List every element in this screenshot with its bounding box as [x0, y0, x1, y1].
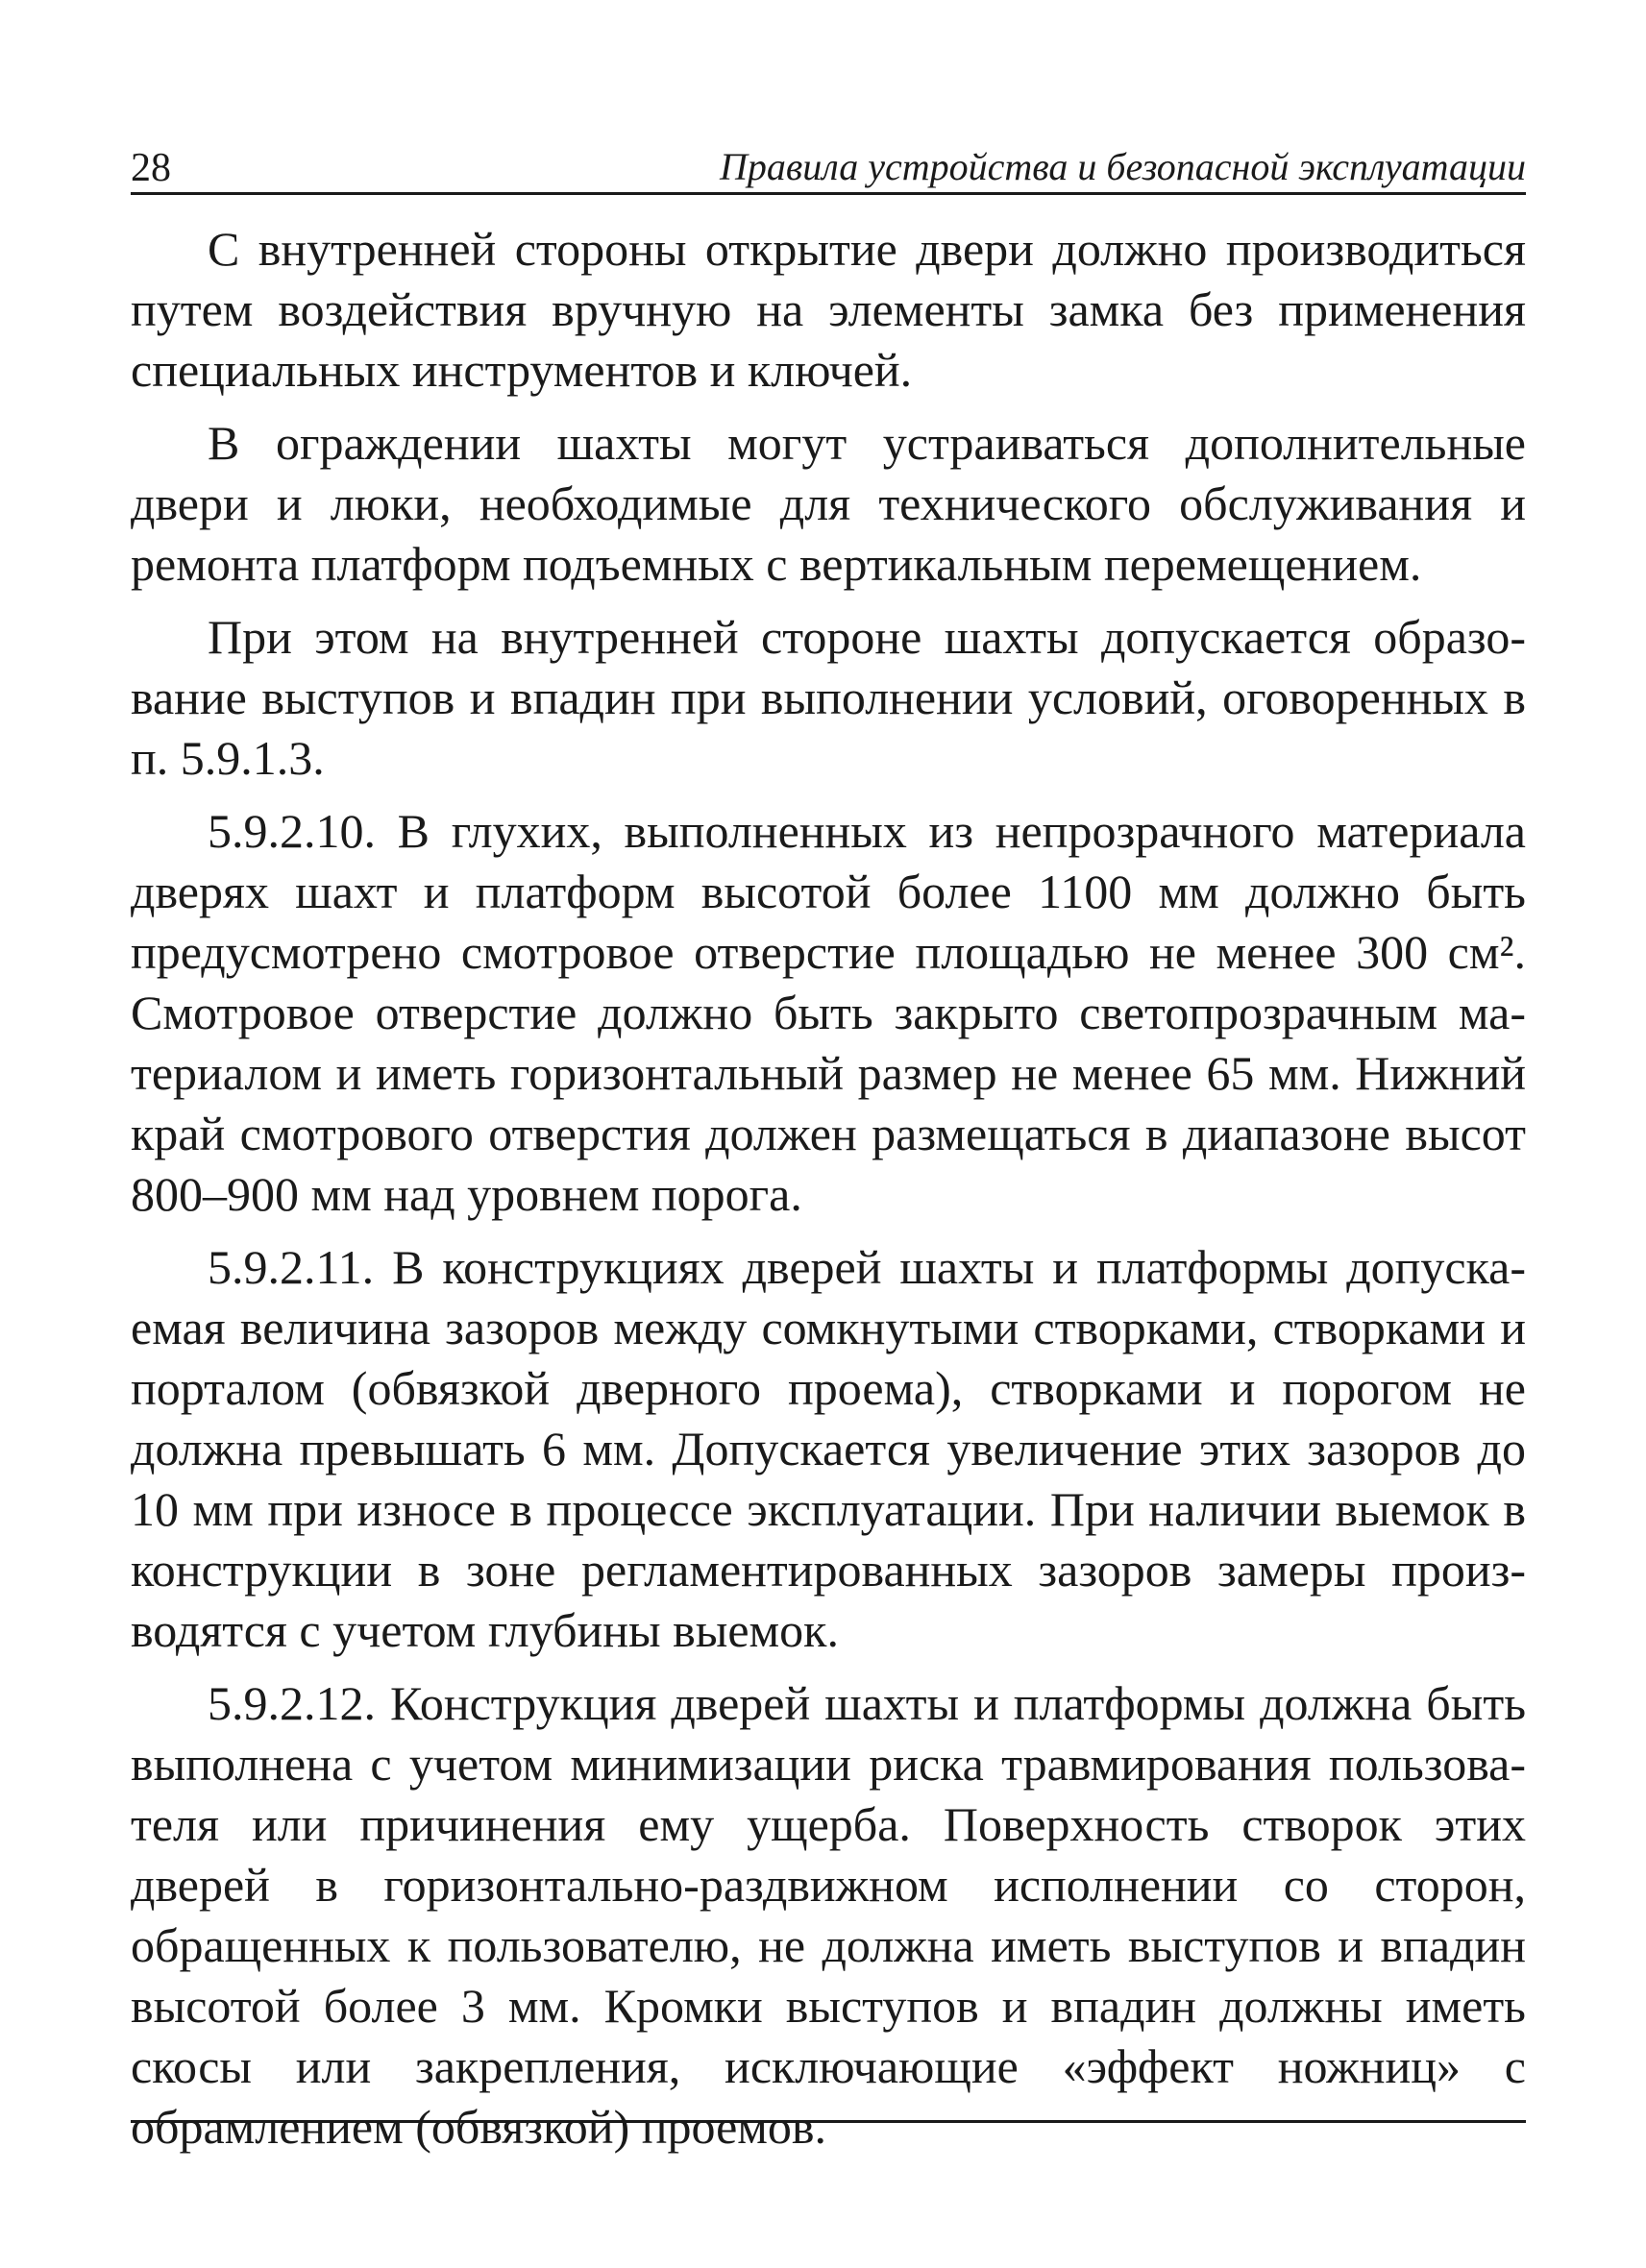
page-header — [131, 144, 1526, 195]
paragraph-door-opening-inside: С внутренней стороны открытие двери должно производиться путем воздействия вручную на элементы замка без применения специальных инструментов и ключей. — [131, 222, 1526, 397]
paragraph-5-9-2-10: 5.9.2.10. В глухих, выполненных из непрозрачного материала дверях шахт и платформ высотой более 1100 мм должно быть предусмотрено смотровое отверстие площадью не менее 300 см². Смотровое отверстие должно быть закрыто светопрозрачным материалом и иметь горизонтальный размер не менее 65 мм. Нижний край смотрового отверстия должен размещаться в диапазоне высот 800–900 мм над уровнем порога. — [131, 804, 1526, 1221]
body-text — [131, 219, 1526, 2170]
paragraph-projections: При этом на внутренней стороне шахты допускается образование выступов и впадин при выполнении условий, оговоренных в п. 5.9.1.3. — [131, 610, 1526, 785]
paragraph-additional-doors: В ограждении шахты могут устраиваться дополнительные двери и люки, необходимые для технического обслуживания и ремонта платформ подъемных с вертикальным перемещением. — [131, 416, 1526, 591]
page-number: 28 — [131, 146, 171, 190]
bottom-rule — [131, 2120, 1526, 2123]
paragraph-5-9-2-12: 5.9.2.12. Конструкция дверей шахты и платформы должна быть выполнена с учетом минимизации риска травмирования пользователя или причинения ему ущерба. Поверхность створок этих дверей в горизонтально-раздвижном исполнении со сторон, обращенных к пользователю, не должна иметь выступов и впадин высотой более 3 мм. Кромки выступов и впадин должны иметь скосы или закрепления, исключающие «эффект ножниц» с обрамлением (обвязкой) проемов. — [131, 1676, 1526, 2154]
paragraph-5-9-2-11: 5.9.2.11. В конструкциях дверей шахты и платформы допускаемая величина зазоров между сомкнутыми створками, створками и порталом (обвязкой дверного проема), створками и порогом не должна превышать 6 мм. Допускается увеличение этих зазоров до 10 мм при износе в процессе эксплуатации. При наличии выемок в конструкции в зоне регламентированных зазоров замеры производятся с учетом глубины выемок. — [131, 1240, 1526, 1657]
running-title: Правила устройства и безопасной эксплуатации — [720, 145, 1526, 188]
